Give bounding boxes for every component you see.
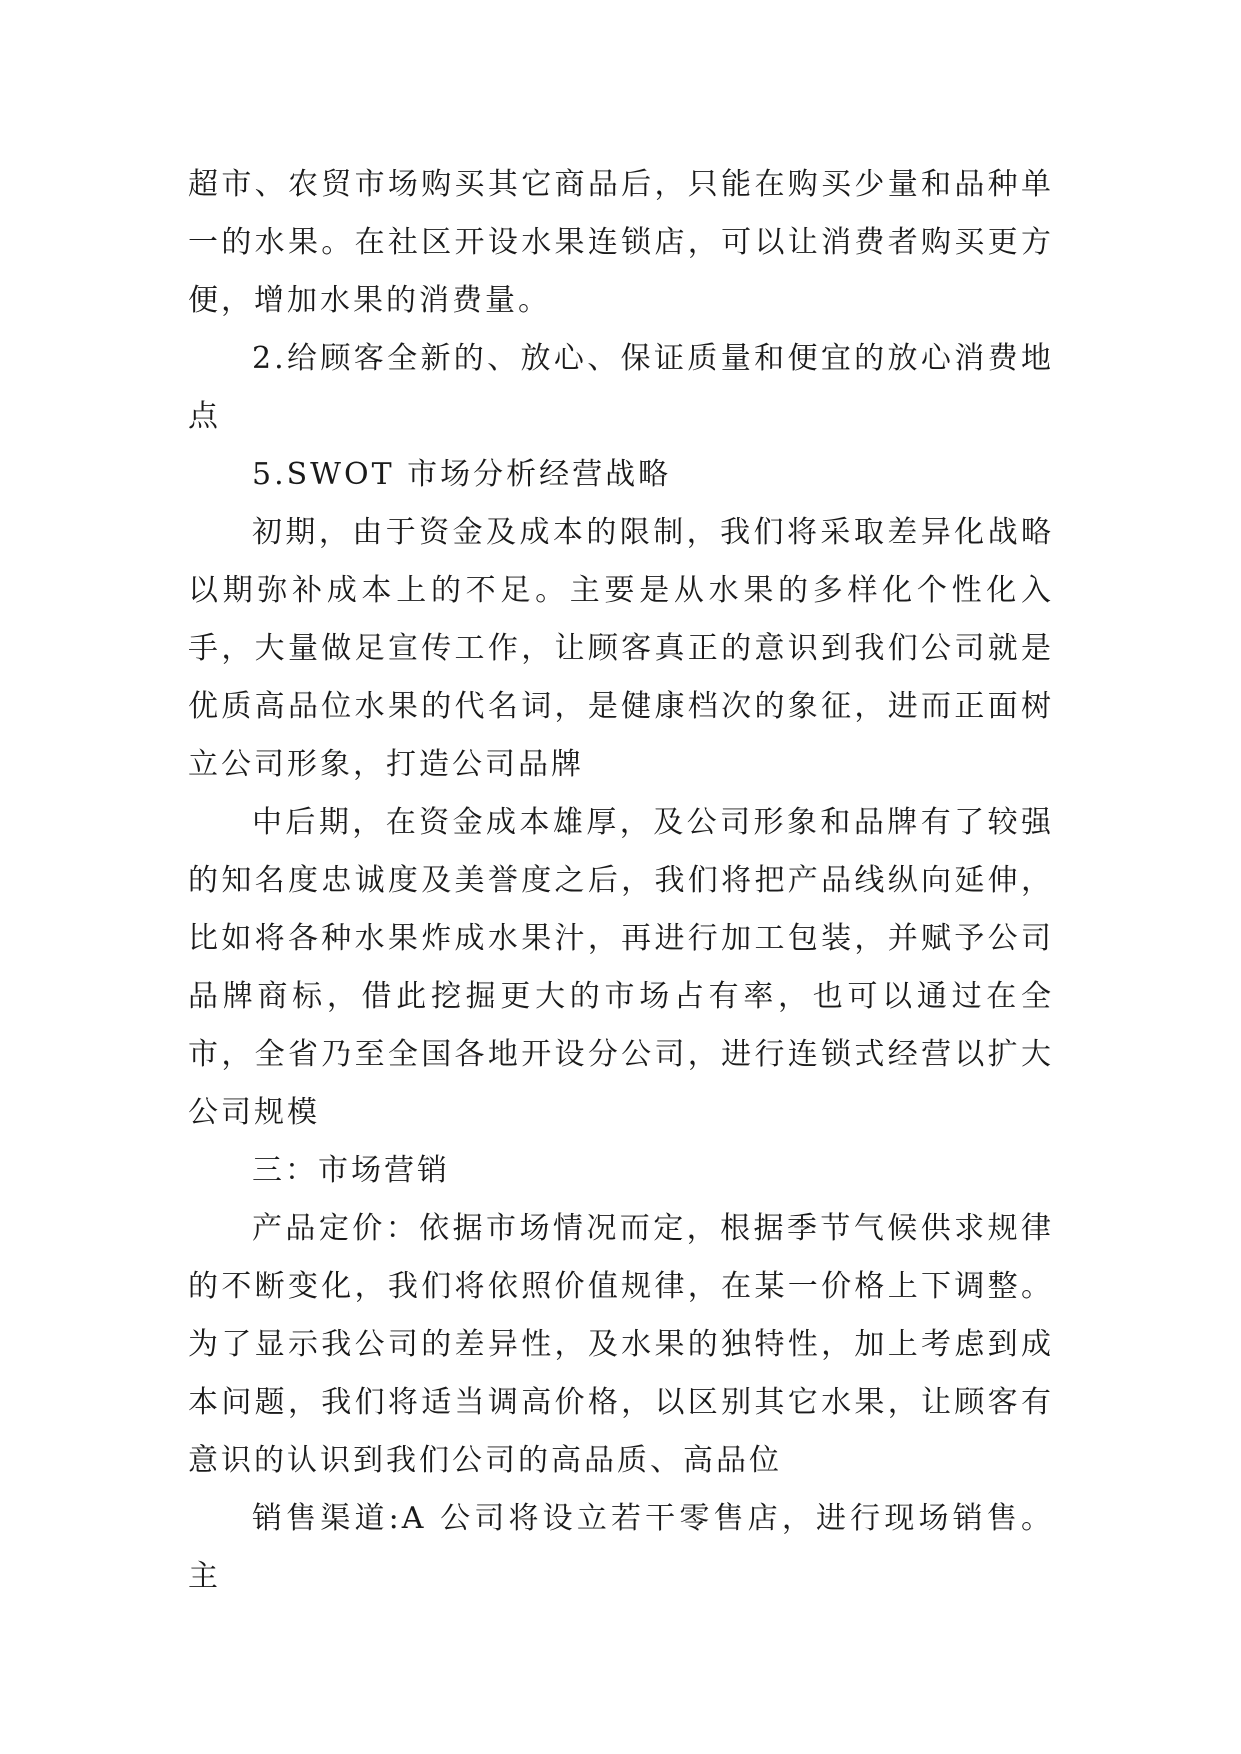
paragraph-early-stage: 初期，由于资金及成本的限制，我们将采取差异化战略以期弥补成本上的不足。主要是从水果的多样化个性化入手，大量做足宣传工作，让顾客真正的意识到我们公司就是优质高品位水果的代名词，是健康档次的象征，进而正面树立公司形象，打造公司品牌 (188, 515, 1054, 782)
section-heading-swot: 5.SWOT 市场分析经营战略 (252, 457, 672, 492)
paragraph-pricing: 产品定价：依据市场情况而定，根据季节气候供求规律的不断变化，我们将依照价值规律，在某一价格上下调整。为了显示我公司的差异性，及水果的独特性，加上考虑到成本问题，我们将适当调高价格，以区别其它水果，让顾客有意识的认识到我们公司的高品质、高品位 (188, 1211, 1054, 1478)
document-body (188, 156, 1054, 1606)
paragraph-continuation: 超市、农贸市场购买其它商品后，只能在购买少量和品种单一的水果。在社区开设水果连锁店，可以让消费者购买更方便，增加水果的消费量。 (188, 167, 1054, 318)
paragraph-point-2: 2.给顾客全新的、放心、保证质量和便宜的放心消费地点 (188, 341, 1054, 434)
paragraph-later-stage: 中后期，在资金成本雄厚，及公司形象和品牌有了较强的知名度忠诚度及美誉度之后，我们将把产品线纵向延伸，比如将各种水果炸成水果汁，再进行加工包装，并赋予公司品牌商标，借此挖掘更大的市场占有率，也可以通过在全市，全省乃至全国各地开设分公司，进行连锁式经营以扩大公司规模 (188, 805, 1054, 1130)
paragraph-channels: 销售渠道:A 公司将设立若干零售店，进行现场销售。主 (188, 1501, 1054, 1594)
section-heading-marketing: 三：市场营销 (252, 1153, 450, 1188)
